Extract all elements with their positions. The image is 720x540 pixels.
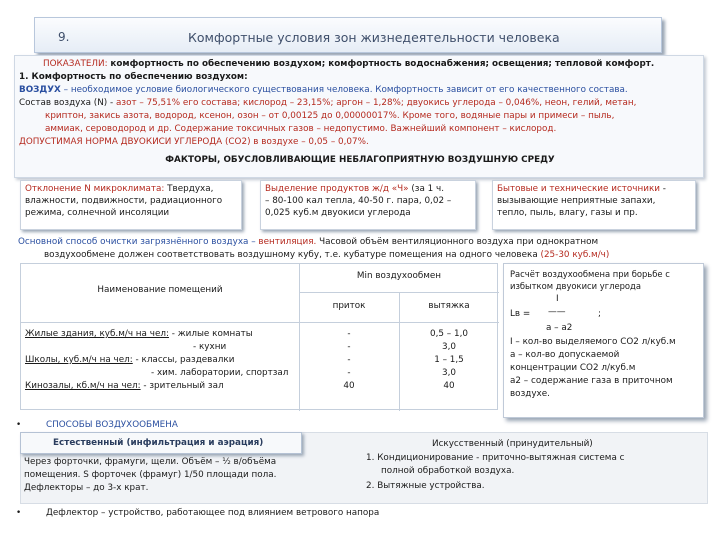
natural-text: Через форточки, фрамуги, щели. Объём – ½ в/объёма: [24, 457, 277, 467]
ventilation-text: воздухообмене должен соответствовать воздушному кубу, т.е. кубатуре помещения на одного человека: [44, 250, 538, 260]
inflow-cell: -: [347, 329, 351, 339]
air-definition: [19, 84, 628, 96]
inflow-cell: -: [347, 355, 351, 365]
exhaust-cell: 1 – 1,5: [434, 355, 464, 365]
calc-definition: воздухе.: [510, 389, 550, 399]
slide-number: 9.: [58, 30, 70, 44]
factor-label: Выделение продуктов ж/д «Ч»: [265, 184, 409, 194]
co2-calculation-box: [503, 263, 704, 418]
calc-definition: I – кол-во выделяемого СО2 л/куб.м: [510, 337, 676, 347]
section-heading: 1. Комфортность по обеспечению воздухом:: [19, 72, 248, 82]
header-min-exchange: Min воздухообмен: [356, 271, 442, 281]
factor-household-sources: [492, 180, 696, 230]
inflow-cell: -: [347, 368, 351, 378]
factor-text: влажности, подвижности, радиационного: [25, 196, 223, 206]
composition-cont-2: аммиак, сероводород и др. Содержание токсичных газов – недопустимо. Важнейший компонент – кислород.: [45, 124, 557, 134]
artificial-item: 1. Кондиционирование - приточно-вытяжная система с: [366, 453, 625, 463]
factor-text: (за 1 ч.: [408, 184, 445, 194]
ventilation-line-1: [18, 236, 598, 248]
factor-text: тепло, пыль, влагу, газы и пр.: [497, 208, 638, 218]
composition-cont-1: криптон, закись азота, водород, ксенон, озон – от 0,00125 до 0,00000017%. Кроме того, водяные пары и примеси – пыль,: [45, 111, 615, 121]
natural-title-box: [20, 432, 302, 454]
row-room: - зрительный зал: [140, 381, 224, 391]
ventilation-intro: Основной способ очистки загрязнённого воздуха –: [18, 237, 256, 247]
exhaust-cell: 3,0: [442, 368, 456, 378]
factor-human-products: [260, 180, 476, 230]
factor-text: -: [660, 184, 666, 194]
composition-text: азот – 75,51% его состава; кислород – 23,15%; аргон – 1,28%; двуокись углерода – 0,046%, неон, гелий, метан,: [116, 98, 637, 108]
table-row: [25, 380, 224, 392]
calc-title: Расчёт воздухообмена при борьбе с: [510, 269, 670, 279]
ventilation-text: Часовой объём вентиляционного воздуха при однократном: [316, 237, 599, 247]
factor-text: – 80-100 кал тепла, 40-50 г. пара, 0,02 –: [265, 196, 452, 206]
bullet: •: [16, 508, 22, 518]
row-room: - классы, раздевалки: [132, 355, 235, 365]
indicators-text: комфортность по обеспечению воздухом; комфортность водоснабжения; освещения; тепловой комфорт.: [110, 59, 655, 69]
formula-numerator: I: [556, 294, 559, 304]
calc-definition: a2 – содержание газа в приточном: [510, 376, 673, 386]
air-label: ВОЗДУХ: [19, 85, 61, 95]
exhaust-cell: 0,5 – 1,0: [430, 329, 468, 339]
methods-heading: СПОСОБЫ ВОЗДУХООБМЕНА: [46, 420, 178, 430]
natural-title: Естественный (инфильтрация и аэрация): [53, 438, 264, 448]
header-inflow: приток: [332, 301, 366, 311]
row-category: Жилые здания, куб.м/ч на чел:: [25, 329, 169, 339]
formula-denominator: a – a2: [546, 323, 573, 333]
page-title: Комфортные условия зон жизнедеятельности человека: [188, 30, 560, 45]
co2-norm: ДОПУСТИМАЯ НОРМА ДВУОКИСИ УГЛЕРОДА (СО2) в воздухе – 0,05 – 0,07%.: [19, 137, 369, 147]
artificial-title: Искусственный (принудительный): [432, 439, 593, 449]
factor-label: Отклонение N микроклимата:: [25, 184, 165, 194]
formula-bar: ——: [548, 307, 566, 317]
intro-panel: [14, 55, 704, 178]
factor-label: Бытовые и технические источники: [497, 184, 660, 194]
ventilation-word: вентиляция.: [255, 237, 317, 247]
inflow-cell: -: [347, 342, 351, 352]
factor-microclimate: [20, 180, 242, 230]
indicators-label: ПОКАЗАТЕЛИ:: [43, 59, 108, 69]
calc-definition: концентрации СО2 л/куб.м: [510, 363, 636, 373]
bullet: •: [16, 420, 22, 430]
calc-definition: a – кол-во допускаемой: [510, 350, 620, 360]
factor-text: 0,025 куб.м двуокиси углерода: [265, 208, 411, 218]
header-exhaust: вытяжка: [428, 301, 470, 311]
table-row: - кухни: [193, 342, 227, 352]
artificial-item: 2. Вытяжные устройства.: [366, 481, 485, 491]
factor-text: режима, солнечной инсоляции: [25, 208, 170, 218]
inflow-cell: 40: [343, 381, 355, 391]
factors-title: ФАКТОРЫ, ОБУСЛОВЛИВАЮЩИЕ НЕБЛАГОПРИЯТНУЮ ВОЗДУШНУЮ СРЕДУ: [165, 155, 555, 165]
table-divider: [21, 322, 499, 323]
formula-semicolon: ;: [598, 309, 601, 319]
natural-text: Дефлекторы – до 3-х крат.: [24, 483, 149, 493]
indicators-line: [43, 58, 654, 70]
exhaust-cell: 3,0: [442, 342, 456, 352]
ventilation-line-2: [44, 249, 609, 261]
deflector-definition: Дефлектор – устройство, работающее под влиянием ветрового напора: [46, 508, 380, 518]
header-room: Наименование помещений: [97, 285, 223, 295]
row-category: Школы, куб.м/ч на чел:: [25, 355, 133, 365]
factor-text: Твердуха,: [164, 184, 214, 194]
row-room: - жилые комнаты: [168, 329, 253, 339]
air-text: – необходимое условие биологического существования человека. Комфортность зависит от его качественного состава.: [60, 85, 628, 95]
artificial-item: полной обработкой воздуха.: [381, 466, 515, 476]
calc-title: избытком двуокиси углерода: [510, 281, 641, 291]
air-exchange-table: [20, 263, 498, 410]
table-row: - хим. лаборатории, спортзал: [151, 368, 289, 378]
formula-lhs: Lв =: [510, 309, 531, 319]
row-category: Кинозалы, кб.м/ч на чел:: [25, 381, 141, 391]
factor-text: вызывающие неприятные запахи,: [497, 196, 656, 206]
table-row: [25, 354, 234, 366]
ventilation-volume: (25-30 куб.м/ч): [537, 250, 610, 260]
air-composition: [19, 97, 636, 109]
natural-text: помещения. S форточек (фрамуг) 1/50 площади пола.: [24, 470, 277, 480]
exhaust-cell: 40: [443, 381, 455, 391]
table-row: [25, 328, 253, 340]
composition-label: Состав воздуха (N) -: [19, 98, 116, 108]
